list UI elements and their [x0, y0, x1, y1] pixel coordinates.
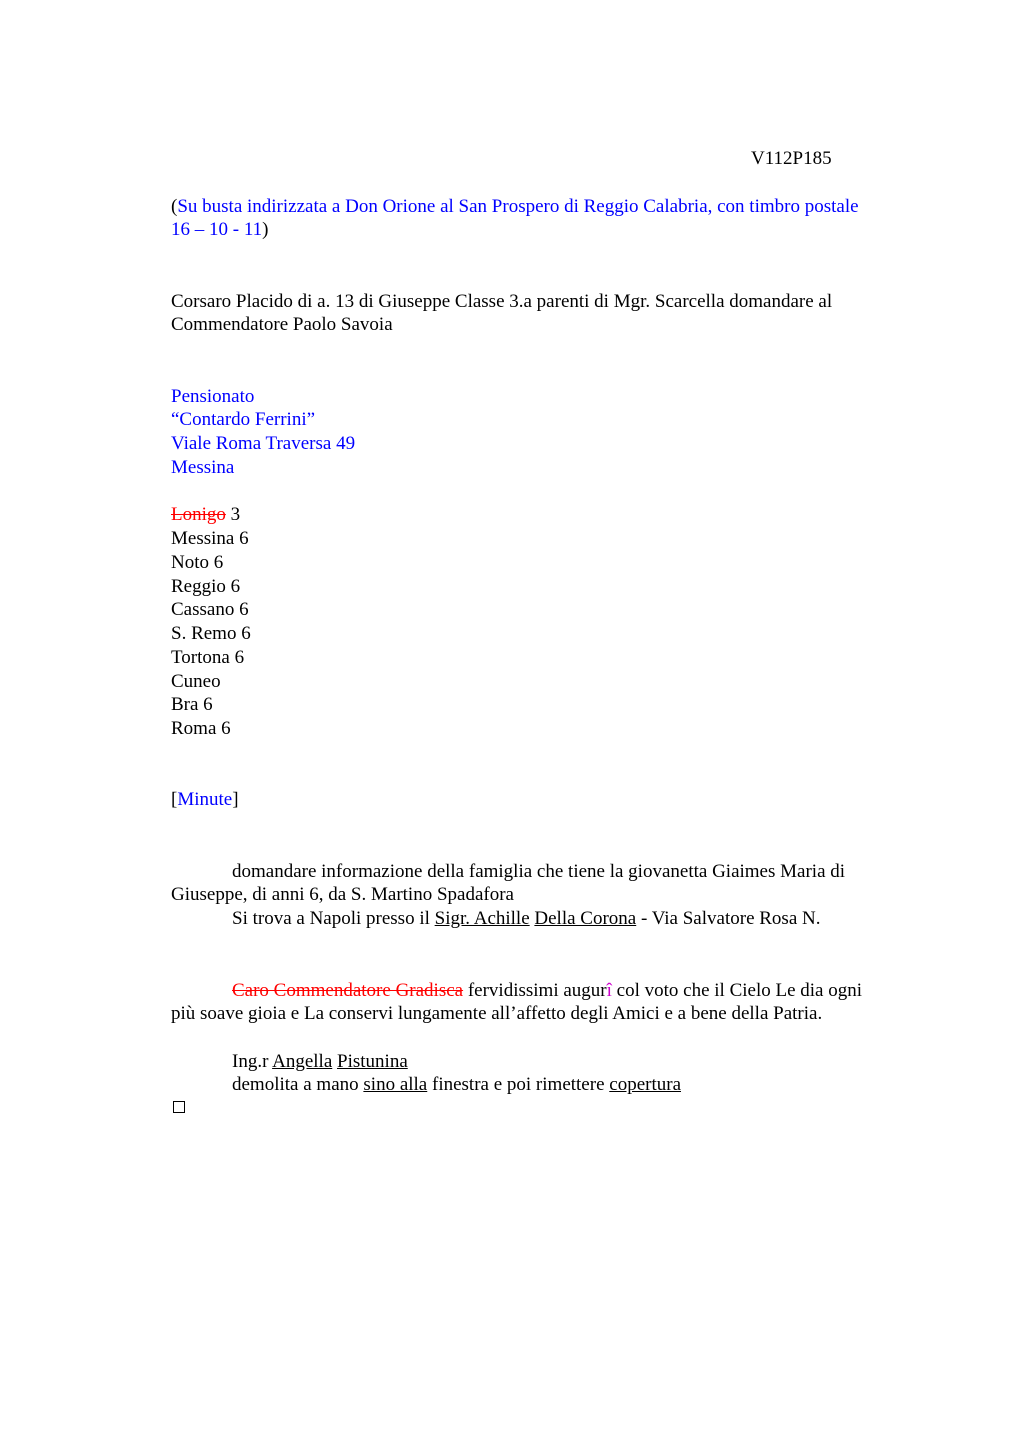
city-count: 3	[225, 504, 241, 525]
info-prefix: Si trova a Napoli presso il	[232, 908, 435, 929]
greeting-text-1: fervidissimi augur	[463, 980, 607, 1001]
checkbox-icon[interactable]	[173, 1101, 185, 1113]
address-line-1: Pensionato	[171, 386, 255, 407]
reference-code: V112P185	[751, 148, 832, 169]
city-list-item: Tortona 6	[171, 647, 245, 668]
envelope-postmark-date: 16 – 10 - 11	[171, 219, 263, 240]
city-list-item: Cassano 6	[171, 599, 249, 620]
engineer-title: Ing.r	[232, 1051, 273, 1072]
greeting-line-1	[232, 979, 862, 1003]
envelope-note-line-2	[171, 218, 268, 242]
minute-open-bracket: [	[171, 789, 178, 810]
underlined-phrase-2: copertura	[609, 1074, 681, 1095]
info-line-1: domandare informazione della famiglia che tiene la giovanetta Giaimes Maria di	[232, 861, 846, 882]
engineer-text-mid: finestra e poi rimettere	[427, 1074, 610, 1095]
underlined-name: Sigr. Achille	[434, 908, 530, 929]
city-list-item: Noto 6	[171, 552, 224, 573]
struck-city: Lonigo	[171, 504, 226, 525]
engineer-text-prefix: demolita a mano	[232, 1074, 364, 1095]
city-list-item: Reggio 6	[171, 576, 241, 597]
city-list-item: Roma 6	[171, 718, 231, 739]
info-line-2: Giuseppe, di anni 6, da S. Martino Spadafora	[171, 884, 514, 905]
city-list-item: Messina 6	[171, 528, 249, 549]
city-list-item	[171, 503, 240, 527]
minute-label: Minute	[177, 789, 233, 810]
greeting-text-2: col voto che il Cielo Le dia ogni	[611, 980, 863, 1001]
envelope-note-text: Su busta indirizzata a Don Orione al San Prospero di Reggio Calabria, con timbro postale	[177, 196, 859, 217]
underlined-phrase-1: sino alla	[363, 1074, 428, 1095]
address-line-3: Viale Roma Traversa 49	[171, 433, 356, 454]
accent-char: î	[606, 980, 612, 1001]
envelope-note-line-1	[171, 195, 859, 219]
greeting-line-2: più soave gioia e La conservi lungamente all’affetto degli Amici e a bene della Patria.	[171, 1003, 823, 1024]
address-line-4: Messina	[171, 457, 235, 478]
city-list-item: Bra 6	[171, 694, 213, 715]
info-suffix: - Via Salvatore Rosa N.	[636, 908, 821, 929]
underlined-engineer-surname: Pistunina	[337, 1051, 408, 1072]
student-note-line-2: Commendatore Paolo Savoia	[171, 314, 393, 335]
envelope-close-paren: )	[262, 219, 269, 240]
info-line-3	[232, 907, 820, 931]
envelope-open-paren: (	[171, 196, 178, 217]
engineer-line-1	[232, 1050, 408, 1074]
address-line-2: “Contardo Ferrini”	[171, 409, 316, 430]
engineer-line-2	[232, 1073, 681, 1097]
student-note-line-1: Corsaro Placido di a. 13 di Giuseppe Classe 3.a parenti di Mgr. Scarcella domandare al	[171, 291, 833, 312]
city-list-item: S. Remo 6	[171, 623, 251, 644]
city-list-item: Cuneo	[171, 671, 221, 692]
minute-heading	[171, 788, 239, 812]
underlined-engineer-name: Angella	[272, 1051, 333, 1072]
minute-close-bracket: ]	[232, 789, 239, 810]
underlined-surname: Della Corona	[534, 908, 637, 929]
struck-greeting: Caro Commendatore Gradisca	[232, 980, 464, 1001]
